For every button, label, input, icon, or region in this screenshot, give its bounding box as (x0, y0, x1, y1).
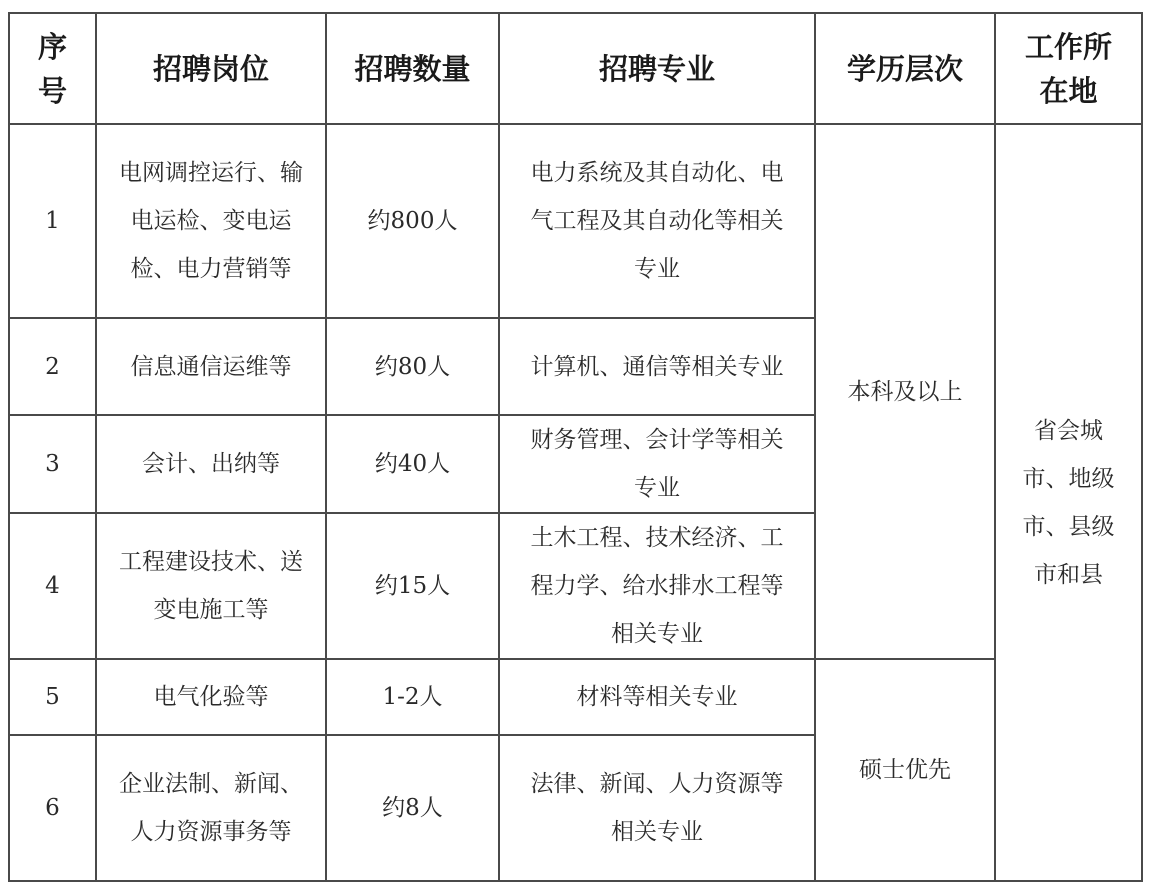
cell-position: 工程建设技术、送变电施工等 (96, 513, 326, 659)
cell-seq: 4 (9, 513, 96, 659)
header-education: 学历层次 (815, 13, 995, 124)
cell-education-bachelor: 本科及以上 (815, 124, 995, 659)
cell-seq: 5 (9, 659, 96, 735)
cell-position: 会计、出纳等 (96, 415, 326, 513)
cell-quantity: 1-2人 (326, 659, 499, 735)
cell-seq: 6 (9, 735, 96, 881)
header-location: 工作所在地 (995, 13, 1142, 124)
cell-quantity: 约800人 (326, 124, 499, 318)
cell-major: 法律、新闻、人力资源等相关专业 (499, 735, 815, 881)
table-header-row (9, 13, 1142, 124)
cell-quantity: 约80人 (326, 318, 499, 415)
recruitment-table (8, 12, 1143, 882)
cell-major: 计算机、通信等相关专业 (499, 318, 815, 415)
header-seq: 序号 (9, 13, 96, 124)
cell-position: 信息通信运维等 (96, 318, 326, 415)
cell-quantity: 约8人 (326, 735, 499, 881)
cell-location: 省会城市、地级市、县级市和县 (995, 124, 1142, 881)
cell-major: 电力系统及其自动化、电气工程及其自动化等相关专业 (499, 124, 815, 318)
cell-position: 电气化验等 (96, 659, 326, 735)
cell-major: 土木工程、技术经济、工程力学、给水排水工程等相关专业 (499, 513, 815, 659)
cell-education-master: 硕士优先 (815, 659, 995, 881)
cell-major: 财务管理、会计学等相关专业 (499, 415, 815, 513)
cell-position: 电网调控运行、输电运检、变电运检、电力营销等 (96, 124, 326, 318)
cell-major: 材料等相关专业 (499, 659, 815, 735)
cell-quantity: 约40人 (326, 415, 499, 513)
cell-seq: 3 (9, 415, 96, 513)
cell-seq: 1 (9, 124, 96, 318)
header-position: 招聘岗位 (96, 13, 326, 124)
cell-position: 企业法制、新闻、人力资源事务等 (96, 735, 326, 881)
table-row (9, 659, 1142, 735)
table-row (9, 124, 1142, 318)
cell-quantity: 约15人 (326, 513, 499, 659)
header-quantity: 招聘数量 (326, 13, 499, 124)
cell-seq: 2 (9, 318, 96, 415)
header-major: 招聘专业 (499, 13, 815, 124)
